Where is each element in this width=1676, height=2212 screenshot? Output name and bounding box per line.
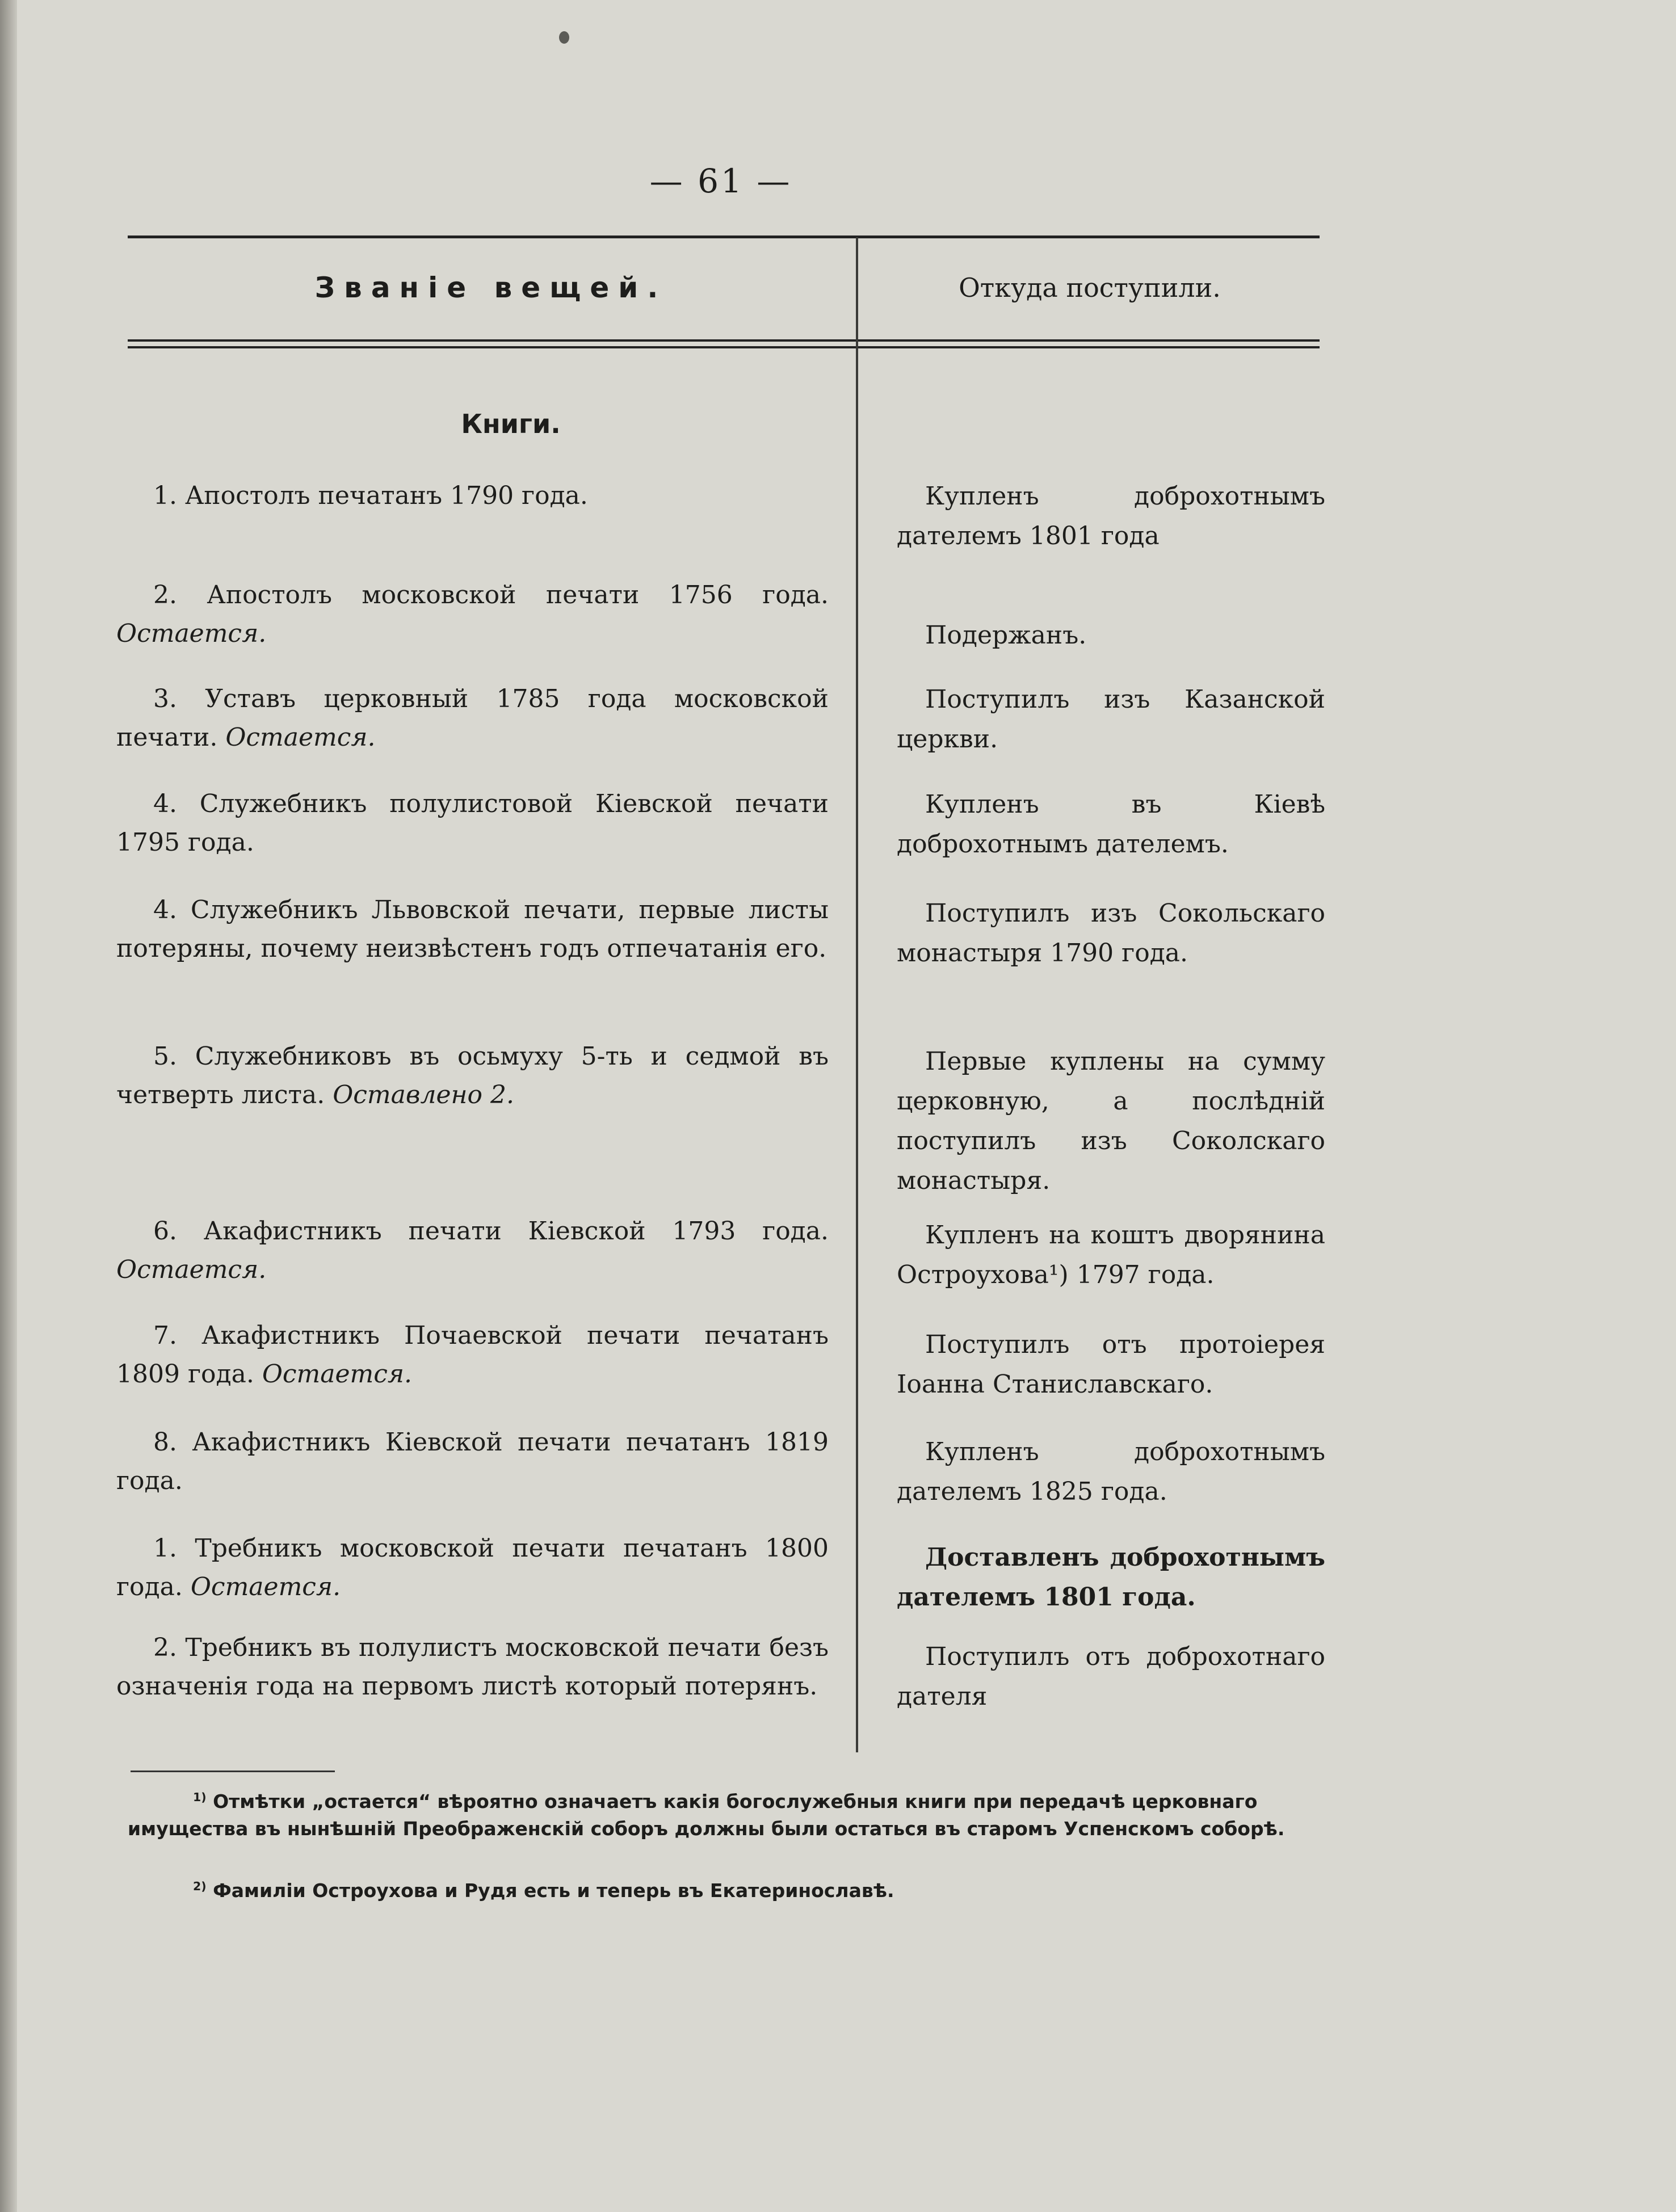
book-entry-text: 2. Апостолъ московской печати 1756 года. (153, 581, 829, 609)
page-binding-edge (0, 0, 17, 2212)
footnote-2 (128, 1873, 1325, 1904)
book-entry-text: 7. Акафистникъ Почаевской печати печатанъ 1809 года. (116, 1321, 829, 1389)
book-entry-7 (116, 1212, 829, 1289)
book-entry-text: 5. Служебниковъ въ осьмуху 5-ть и седмой въ четверть листа. (116, 1042, 829, 1109)
source-entry-10: Доставленъ доброхотнымъ дателемъ 1801 года. (897, 1543, 1325, 1612)
book-entry-4 (116, 785, 829, 862)
footnote-marker: 2) (193, 1879, 207, 1893)
book-entry-text: 8. Акафистникъ Кіевской печати печатанъ 1819 года. (116, 1428, 829, 1495)
book-entry-note: Остается. (190, 1572, 341, 1601)
book-entry-6 (116, 1037, 829, 1115)
source-entry-8: Поступилъ отъ протоіерея Іоанна Станиславскаго. (897, 1330, 1325, 1399)
page-number: — 61 — (649, 162, 792, 200)
source-entry-2: Подержанъ. (925, 621, 1087, 650)
source-entry-9: Купленъ доброхотнымъ дателемъ 1825 года. (897, 1437, 1325, 1506)
book-entry-8 (116, 1317, 829, 1394)
column-header-items: Званіе вещей. (314, 271, 667, 304)
column-header-source: Откуда поступили. (959, 272, 1221, 303)
book-entry-text: 4. Служебникъ полулистовой Кіевской печати 1795 года. (116, 789, 829, 857)
source-entry-1: Купленъ доброхотнымъ дателемъ 1801 года (897, 482, 1325, 550)
book-entry-text: 1. Требникъ московской печати печатанъ 1800 года. (116, 1534, 829, 1601)
book-entry-note: Остается. (116, 619, 267, 648)
footnote-text: Фамиліи Остроухова и Рудя есть и теперь въ Екатеринославѣ. (213, 1879, 894, 1902)
footnote-rule (131, 1771, 335, 1772)
book-entry-11 (116, 1629, 829, 1706)
book-entry-note: Остается. (116, 1255, 267, 1284)
source-entry-5: Поступилъ изъ Сокольскаго монастыря 1790 года. (897, 899, 1325, 968)
footnote-text: Отмѣтки „остается“ вѣроятно означаетъ какія богослужебныя книги при передачѣ церковнаго имущества въ нынѣшній Преображенскій соборъ должны были остаться въ старомъ Успенскомъ соборѣ. (128, 1790, 1285, 1840)
source-entry-11: Поступилъ отъ доброхотнаго дателя (897, 1642, 1325, 1711)
book-entry-text: 2. Требникъ въ полулистъ московской печати безъ означенія года на первомъ листѣ который потерянъ. (116, 1633, 829, 1701)
footnote-1 (128, 1784, 1325, 1843)
book-entry-2 (116, 576, 829, 653)
book-entry-1 (116, 477, 829, 515)
book-entry-text: 3. Уставъ церковный 1785 года московской печати. (116, 684, 829, 752)
header-double-rule-top (128, 339, 1320, 342)
top-rule (128, 236, 1320, 238)
ink-fleck (559, 31, 569, 44)
book-entry-9 (116, 1423, 829, 1500)
source-entry-7: Купленъ на коштъ дворянина Остроухова¹) 1797 года. (897, 1221, 1325, 1289)
book-entry-note: Остается. (262, 1360, 413, 1389)
source-entry-4: Купленъ въ Кіевѣ доброхотнымъ дателемъ. (897, 790, 1325, 859)
section-title-books: Книги. (461, 409, 561, 439)
source-entry-6: Первые куплены на сумму церковную, а послѣдній поступилъ изъ Соколскаго монастыря. (897, 1047, 1325, 1195)
footnote-marker: 1) (193, 1790, 207, 1804)
header-double-rule-bottom (128, 346, 1320, 348)
book-entry-10 (116, 1529, 829, 1607)
book-entry-text: 6. Акафистникъ печати Кіевской 1793 года. (153, 1217, 829, 1246)
source-entry-3: Поступилъ изъ Казанской церкви. (897, 685, 1325, 754)
book-entry-text: 4. Служебникъ Львовской печати, первые листы потеряны, почему неизвѣстенъ годъ отпечатанія его. (116, 895, 829, 963)
book-entry-text: 1. Апостолъ печатанъ 1790 года. (153, 481, 588, 510)
column-divider (856, 237, 858, 1752)
book-entry-note: Оставлено 2. (333, 1080, 514, 1109)
book-entry-3 (116, 680, 829, 757)
book-entry-note: Остается. (225, 723, 376, 752)
book-entry-5 (116, 891, 829, 968)
